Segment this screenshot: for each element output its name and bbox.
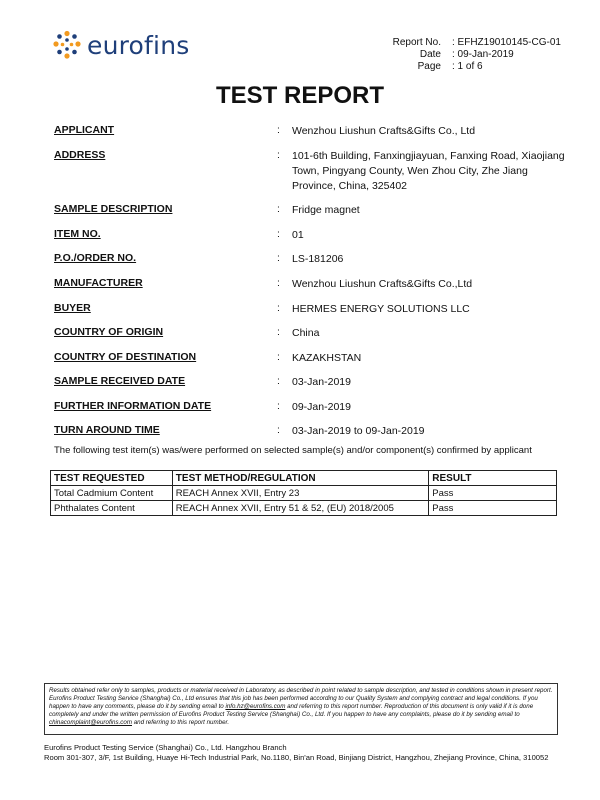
- field-colon: :: [277, 302, 280, 314]
- field-value: 101-6th Building, Fanxingjiayuan, Fanxing Road, Xiaojiang Town, Pingyang County, Wen Zhou City, Zhe Jiang Province, China, 325402: [292, 150, 565, 192]
- field-value: Wenzhou Liushun Crafts&Gifts Co., Ltd: [292, 125, 476, 137]
- field-value: Fridge magnet: [292, 204, 360, 216]
- page-value: : 1 of 6: [452, 61, 483, 72]
- brand-name: eurofins: [87, 30, 190, 60]
- date-value: : 09-Jan-2019: [452, 49, 514, 60]
- field-value: HERMES ENERGY SOLUTIONS LLC: [292, 303, 470, 315]
- field-colon: :: [277, 424, 280, 436]
- field-colon: :: [277, 326, 280, 338]
- table-header-row: [51, 471, 557, 486]
- field-colon: :: [277, 252, 280, 264]
- cell-test-requested: Total Cadmium Content: [51, 486, 173, 501]
- complaint-email-link[interactable]: chinacomplaint@eurofins.com: [49, 719, 132, 727]
- field-label: ADDRESS: [54, 149, 106, 161]
- header-result: RESULT: [429, 471, 557, 486]
- page-label: Page: [417, 61, 441, 72]
- disclaimer-box: [44, 683, 558, 735]
- cell-result: Pass: [429, 501, 557, 516]
- field-colon: :: [277, 277, 280, 289]
- field-colon: :: [277, 203, 280, 215]
- disclaimer-text: Results obtained refer only to samples, products or material received in Laboratory, as described in point related to sample description, and tested in conditions shown in present report. Eurofins Product Testing Service (Shanghai) Co., Ltd ensures that this job has been performed according to our Quality System and complying contract and legal conditions. If you happen to have any comments, please do it by sending email to: [49, 687, 553, 711]
- eurofins-dots-icon: [52, 30, 82, 60]
- footer: [44, 743, 548, 763]
- field-colon: :: [277, 228, 280, 240]
- field-label: SAMPLE RECEIVED DATE: [54, 375, 186, 387]
- footer-address: Room 301-307, 3/F, 1st Building, Huaye Hi-Tech Industrial Park, No.1180, Bin'an Road, Binjiang District, Hangzhou, Zhejiang Province, China, 310052: [44, 753, 549, 762]
- field-label: APPLICANT: [54, 124, 115, 136]
- field-value: 09-Jan-2019: [292, 401, 351, 413]
- field-label: COUNTRY OF ORIGIN: [54, 326, 164, 338]
- field-label: BUYER: [54, 302, 91, 314]
- field-value: 03-Jan-2019: [292, 376, 351, 388]
- field-label: P.O./ORDER NO.: [54, 252, 137, 264]
- field-label: COUNTRY OF DESTINATION: [54, 351, 197, 363]
- field-colon: :: [277, 124, 280, 136]
- report-meta-labels: [386, 37, 441, 73]
- field-value: Wenzhou Liushun Crafts&Gifts Co.,Ltd: [292, 278, 473, 290]
- field-value: China: [292, 327, 320, 339]
- header-test-method: TEST METHOD/REGULATION: [172, 471, 428, 486]
- field-value: 01: [292, 229, 304, 241]
- report-no-value: : EFHZ19010145-CG-01: [452, 37, 561, 48]
- field-colon: :: [277, 351, 280, 363]
- cell-test-requested: Phthalates Content: [51, 501, 173, 516]
- field-value: 03-Jan-2019 to 09-Jan-2019: [292, 425, 425, 437]
- report-no-label: Report No.: [392, 37, 441, 48]
- disclaimer-text: and referring to this report number.: [131, 719, 230, 727]
- field-label: TURN AROUND TIME: [54, 424, 160, 436]
- field-value: KAZAKHSTAN: [292, 352, 362, 364]
- eurofins-logo: [52, 30, 189, 60]
- field-colon: :: [277, 149, 280, 161]
- cell-result: Pass: [429, 486, 557, 501]
- table-row: [51, 501, 557, 516]
- field-colon: :: [277, 375, 280, 387]
- field-colon: :: [277, 400, 280, 412]
- table-row: [51, 486, 557, 501]
- info-email-link[interactable]: info.hz@eurofins.com: [225, 703, 286, 711]
- footer-company: Eurofins Product Testing Service (Shanghai) Co., Ltd. Hangzhou Branch: [44, 743, 287, 752]
- field-label: SAMPLE DESCRIPTION: [54, 203, 173, 215]
- field-label: MANUFACTURER: [54, 277, 143, 289]
- cell-test-method: REACH Annex XVII, Entry 23: [172, 486, 428, 501]
- field-label: ITEM NO.: [54, 228, 101, 240]
- header-test-requested: TEST REQUESTED: [51, 471, 173, 486]
- field-label: FURTHER INFORMATION DATE: [54, 400, 212, 412]
- cell-test-method: REACH Annex XVII, Entry 51 & 52, (EU) 2018/2005: [172, 501, 428, 516]
- page-title: TEST REPORT: [215, 82, 384, 109]
- date-label: Date: [419, 49, 441, 60]
- tests-table: [50, 470, 557, 516]
- field-value: LS-181206: [292, 253, 344, 265]
- report-meta-values: [452, 37, 561, 73]
- intro-text: The following test item(s) was/were performed on selected sample(s) and/or component(s) confirmed by applicant: [54, 445, 532, 456]
- disclaimer-text: and referring to this report number. Reproduction of this document is only valid if it is done completely and under the written permission of Eurofins Product Testing Service (Shanghai) Co., Ltd. If you happen to have any complaints, please do it by sending email to: [49, 703, 534, 719]
